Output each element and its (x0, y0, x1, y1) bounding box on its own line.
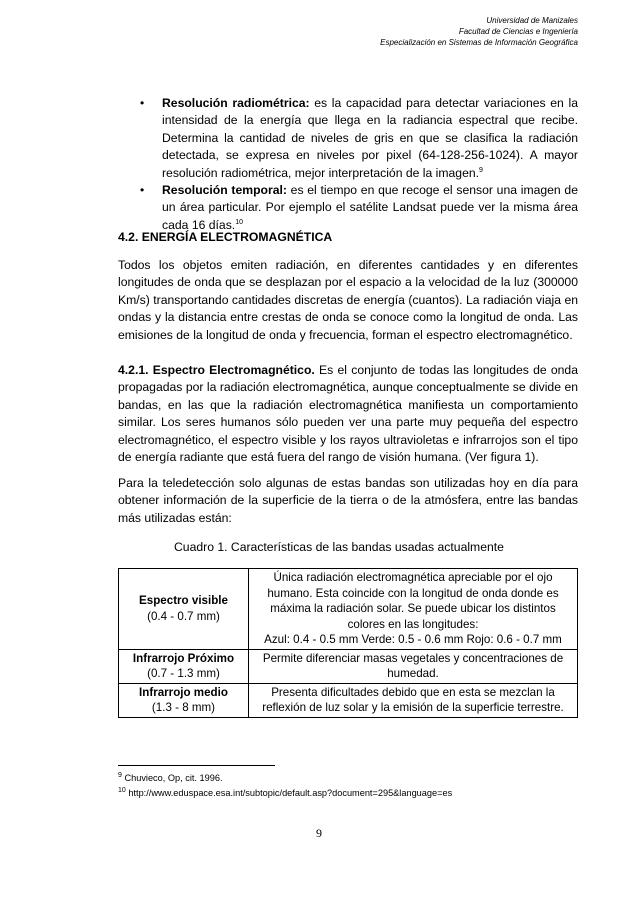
bullet-term: Resolución radiométrica: (162, 96, 310, 110)
paragraph-spectrum-text: Es el conjunto de todas las longitudes de onda propagadas por la radiación electromagnética, aunque conceptualmente se divide en bandas, en las que la radiación electromagnética manifiesta un comportamiento similar. Los seres humanos sólo pueden ver una parte muy pequeña del espectro electromagnético, el espectro visible y los rayos ultravioletas e infrarrojos son el tipo de energía radiante que está fuera del rango de visión humana. (Ver figura 1). (118, 363, 578, 465)
band-label-cell (119, 569, 249, 650)
paragraph-spectrum (118, 362, 578, 466)
footnote-link[interactable]: http://www.eduspace.esa.int/subtopic/default.asp?document=295&language=es (125, 788, 453, 798)
section-title: 4.2. ENERGÍA ELECTROMAGNÉTICA (118, 230, 333, 244)
bullet-list (120, 95, 578, 234)
footnote-ref: 9 (479, 166, 483, 174)
band-range: (0.4 - 0.7 mm) (147, 609, 220, 623)
band-label-cell (119, 683, 249, 717)
footnote-divider (118, 765, 275, 766)
band-description: Permite diferenciar masas vegetales y concentraciones de humedad. (262, 651, 564, 680)
bullet-term: Resolución temporal: (162, 183, 287, 198)
bullet-text: es el tiempo en que recoge el sensor una imagen de un área particular. Por ejemplo el satélite Landsat puede ver la misma área cada 16 días. (162, 183, 578, 232)
footnote-text: Chuvieco, Op, cit. 1996. (121, 773, 223, 783)
page-number: 9 (316, 826, 322, 840)
band-range: (0.7 - 1.3 mm) (147, 667, 220, 680)
footnote-item (118, 786, 452, 801)
table-row (119, 649, 578, 683)
band-name: Infrarrojo medio (139, 685, 228, 699)
bullet-radiometric (120, 95, 578, 182)
bullet-dot-icon: • (140, 96, 145, 110)
footnote-number: 10 (118, 786, 126, 794)
bullet-text: es la capacidad para detectar variaciones en la intensidad de la energía que llega en la radiancia espectral que recibe. Determina la cantidad de niveles de gris en que se clasifica la radiación detectada, se expresa en niveles por pixel (64-128-256-1024). A mayor resolución radiométrica, mejor interpretación de la imagen. (162, 96, 578, 180)
footnote-ref: 10 (235, 218, 243, 226)
footnote-item (118, 771, 452, 786)
band-description-cell (249, 649, 578, 683)
band-color-ranges: Azul: 0.4 - 0.5 mm Verde: 0.5 - 0.6 mm Rojo: 0.6 - 0.7 mm (264, 633, 562, 646)
table-row (119, 683, 578, 717)
header-university: Universidad de Manizales (486, 16, 578, 25)
band-range: (1.3 - 8 mm) (151, 701, 216, 714)
paragraph-energy: Todos los objetos emiten radiación, en diferentes cantidades y en diferentes longitudes de onda que se desplazan por el espacio a la velocidad de la luz (300000 Km/s) transportando cantidades discretas de energía (cuantos). La radiación viaja en ondas y la distancia entre crestas de onda se conoce como la longitud de onda. Las emisiones de la longitud de onda y frecuencia, forman el espectro electromagnético. (118, 258, 578, 342)
bullet-dot-icon: • (140, 183, 145, 198)
band-description-cell (249, 683, 578, 717)
footnotes (118, 771, 452, 801)
band-name: Infrarrojo Próximo (132, 651, 235, 665)
subsection-heading: 4.2.1. Espectro Electromagnético. (118, 363, 315, 377)
bullet-temporal (120, 182, 578, 234)
header-faculty: Facultad de Ciencias e Ingeniería (458, 27, 578, 36)
footnote-number: 9 (118, 771, 122, 779)
band-description: Presenta dificultades debido que en esta se mezclan la reflexión de luz solar y la emisión de la superficie terrestre. (262, 685, 564, 714)
band-description-cell (249, 569, 578, 650)
band-name: Espectro visible (139, 594, 228, 608)
bands-table (118, 568, 578, 718)
page-header (380, 15, 578, 48)
band-label-cell (119, 649, 249, 683)
table-row (119, 569, 578, 650)
header-program: Especialización en Sistemas de Información Geográfica (380, 38, 578, 47)
paragraph-remote-sensing: Para la teledetección solo algunas de estas bandas son utilizadas hoy en día para obtener información de la superficie de la tierra o de la atmósfera, entre las bandas más utilizadas están: (118, 476, 578, 525)
band-description: Única radiación electromagnética apreciable por el ojo humano. Esta coincide con la longitud de onda donde es máxima la radiación solar. Se puede ubicar los distintos colores en las longitudes: (267, 571, 559, 631)
table-caption: Cuadro 1. Características de las bandas usadas actualmente (174, 540, 504, 554)
